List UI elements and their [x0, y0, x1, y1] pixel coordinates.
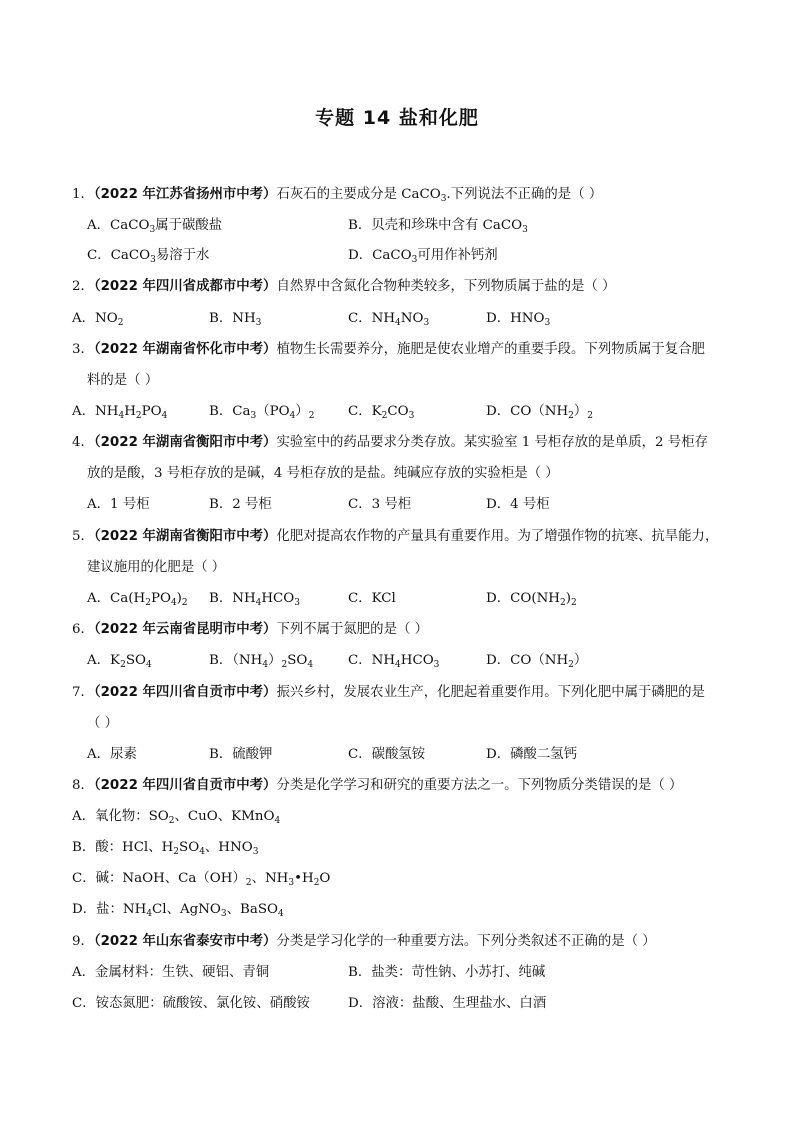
question-1-stem: 1．（2022 年江苏省扬州市中考）石灰石的主要成分是 CaCO$_3$.下列说法不正确的是（ ） [72, 187, 603, 204]
question-4-option-a: A．1 号柜 [87, 497, 150, 512]
question-6-option-d: D．$CO(NH_2)$ [486, 653, 588, 670]
page-title: 专题 14 盐和化肥 [315, 107, 479, 129]
question-3-stem-continued: 料的是（ ） [87, 373, 159, 388]
question-9-option-d: D．溶液：盐酸、生理盐水、白酒 [348, 996, 547, 1011]
question-7-stem: 7．（2022 年四川省自贡市中考）振兴乡村，发展农业生产，化肥起着重要作用。下列化肥中属于磷肥的是 [72, 685, 705, 700]
question-3-option-b: B．$Ca_3(PO_4)_2$ [209, 404, 315, 421]
question-5-option-c: C．KCl [348, 591, 396, 606]
question-9-option-a: A．金属材料：生铁、硬铝、青铜 [72, 965, 270, 980]
question-2-option-d: D．$HNO_3$ [486, 311, 551, 328]
question-1-option-d: D．CaCO$_3$可用作补钙剂 [348, 248, 498, 265]
question-7-option-d: D．磷酸二氢钙 [486, 747, 578, 762]
question-3-stem: 3．（2022 年湖南省怀化市中考）植物生长需要养分，施肥是使农业增产的重要手段。下列物质属于复合肥 [72, 342, 705, 357]
question-1-option-c: C．CaCO$_3$易溶于水 [87, 248, 210, 265]
question-3-option-d: D．$CO(NH_2)_2$ [486, 404, 593, 421]
question-6-option-b: B．$(NH_4)_2SO_4$ [209, 653, 314, 670]
question-9-option-c: C．铵态氮肥：硫酸铵、氯化铵、硝酸铵 [72, 996, 310, 1011]
question-5-option-a: A．$Ca(H_2PO_4)_2$ [87, 591, 188, 608]
question-8-option-a: A．氧化物：$SO_2$、CuO、KMnO$_4$ [72, 809, 281, 826]
question-3-option-c: C．$K_2CO_3$ [348, 404, 415, 421]
question-4-option-b: B．2 号柜 [209, 497, 272, 512]
question-4-option-c: C．3 号柜 [348, 497, 412, 512]
question-1-option-b: B．贝壳和珍珠中含有 CaCO$_3$ [348, 218, 528, 235]
question-8-option-b: B．酸：HCl、$H_2SO_4$、$HNO_3$ [72, 840, 259, 857]
question-8-option-d: D．盐：$NH_4Cl$、AgNO$_3$、BaSO$_4$ [72, 902, 284, 919]
question-2-stem: 2．（2022 年四川省成都市中考）自然界中含氮化合物种类较多，下列物质属于盐的是（ ） [72, 279, 616, 294]
question-2-option-a: A．$NO_2$ [72, 311, 124, 328]
question-7-option-c: C．碳酸氢铵 [348, 747, 426, 762]
question-9-option-b: B．盐类：苛性钠、小苏打、纯碱 [348, 965, 546, 980]
question-5-stem-continued: 建议施用的化肥是（ ） [87, 560, 226, 575]
question-7-stem-continued: （ ） [87, 716, 119, 731]
question-4-option-d: D．4 号柜 [486, 497, 550, 512]
question-5-stem: 5．（2022 年湖南省衡阳市中考）化肥对提高农作物的产量具有重要作用。为了增强作物的抗寒、抗旱能力， [72, 529, 719, 544]
question-5-option-d: D．$CO(NH_2)_2$ [486, 591, 577, 608]
question-9-stem: 9．（2022 年山东省泰安市中考）分类是学习化学的一种重要方法。下列分类叙述不正确的是（ ） [72, 934, 656, 949]
question-5-option-b: B．$NH_4HCO_3$ [209, 591, 301, 608]
question-6-stem: 6．（2022 年云南省昆明市中考）下列不属于氮肥的是（ ） [72, 622, 429, 637]
question-7-option-a: A．尿素 [87, 747, 137, 762]
question-7-option-b: B．硫酸钾 [209, 747, 273, 762]
question-4-stem: 4．（2022 年湖南省衡阳市中考）实验室中的药品要求分类存放。某实验室 1 号柜存放的是单质，2 号柜存 [72, 435, 708, 450]
question-3-option-a: A．$NH_4H_2PO_4$ [72, 404, 168, 421]
question-2-option-c: C．$NH_4NO_3$ [348, 311, 430, 328]
question-4-stem-continued: 放的是酸，3 号柜存放的是碱，4 号柜存放的是盐。纯碱应存放的实验柜是（ ） [87, 466, 559, 481]
question-8-stem: 8．（2022 年四川省自贡市中考）分类是化学学习和研究的重要方法之一。下列物质分类错误的是（ ） [72, 778, 683, 793]
question-8-option-c: C．碱：NaOH、$Ca(OH)_2$、$NH_3•H_2O$ [72, 871, 331, 888]
question-6-option-c: C．$NH_4HCO_3$ [348, 653, 440, 670]
question-2-option-b: B．$NH_3$ [209, 311, 262, 328]
question-1-option-a: A．CaCO$_3$属于碳酸盐 [87, 218, 223, 235]
question-6-option-a: A．$K_2SO_4$ [87, 653, 152, 670]
